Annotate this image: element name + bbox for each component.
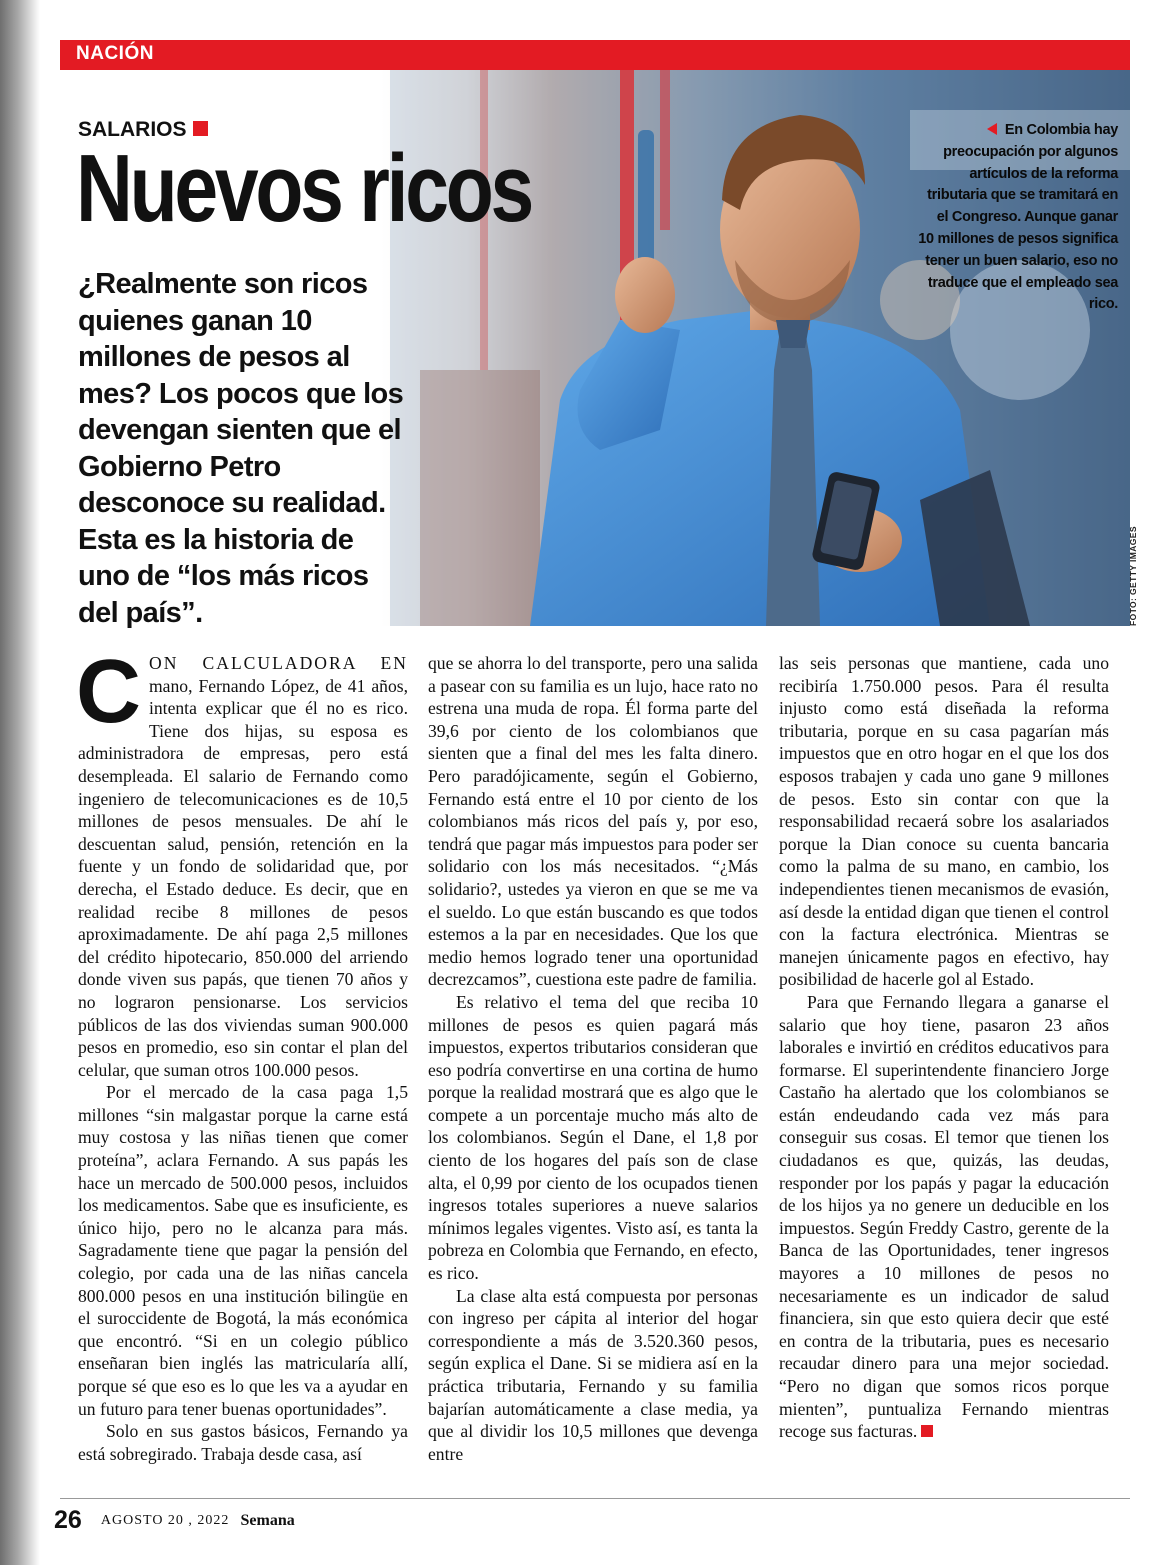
article-column-1 [76,642,408,1465]
end-mark-square [921,1425,933,1437]
article-paragraph: las seis personas que mantiene, cada uno recibiría 1.750.000 pesos. Para él resulta injusto como está diseñada la reforma tributaria, porque en su casa pagarían más impuestos que en otro hogar en el que los dos esposos trabajen y cada uno gane 9 millones de pesos. Esto sin contar con que la responsabilidad recaerá sobre los asalariados porque la Dian conoce su cuenta bancaria como la palma de su mano, en cambio, los independientes tienen mecanismos de evasión, así desde la entidad digan que tienen el control con la factura electrónica. Mientras se manejen únicamente pagos en efectivo, hay posibilidad de hacerle gol al Estado. [779,653,1109,990]
article-paragraph [76,642,408,1081]
kicker-red-square [193,121,208,136]
photo-credit: FOTO: GETTY IMAGES [1128,526,1138,626]
page-number: 26 [54,1506,82,1534]
deck-subheadline: ¿Realmente son ricos quienes ganan 10 millones de pesos al mes? Los pocos que los devengan sienten que el Gobierno Petro desconoce su realidad. Esta es la historia de uno de “los más ricos del país”. [78,268,404,629]
lead-in-caps: ON CALCULADORA EN [149,653,408,673]
issue-date: AGOSTO 20 , 2022 [100,1512,230,1528]
article-paragraph: La clase alta está compuesta por personas con ingreso per cápita al interior del hogar correspondiente a más de 3.520.360 pesos, según explica el Dane. Si se midiera así en la práctica tributaria, Fernando y su familia bajarían automáticamente a clase media, ya que al dividir los 10,5 millones que devenga entre [428,1285,758,1464]
headline: Nuevos ricos [76,135,532,242]
section-bar [60,40,1130,70]
photo-caption [918,120,1118,316]
article-paragraph: Por el mercado de la casa paga 1,5 millones “sin malgastar porque la carne está muy costosa y las niñas tienen que comer proteína”, aclara Fernando. A sus papás les hace un mercado de 500.000 pesos, incluidos los medicamentos. Sabe que es insuficiente, es único hijo, pero no le alcanza para más. Sagradamente tiene que pagar la pensión del colegio, por cada una de las niñas cancela 800.000 pesos en una institución bilingüe en el suroccidente de Bogotá, la más económica que encontró. “Si en un colegio público enseñaran bien inglés las matricularía allí, porque sé que eso es lo que les va a ayudar en un futuro para tener buenas oportunidades”. [78,1082,408,1419]
article-paragraph [779,991,1109,1443]
article-paragraph: Es relativo el tema del que reciba 10 millones de pesos es quien pagará más impuestos, expertos tributarios consideran que eso podría convertirse en una cortina de humo porque la realidad mostrará que es algo que le compete a un porcentaje mucho más alto de los colombianos. Según el Dane, el 1,8 por ciento de los hogares del país son de clase alta, el 0,99 por ciento de los ocupados tienen ingresos totales superiores a nueve salarios mínimos legales vigentes. Visto así, es tanta la pobreza en Colombia que Fernando, en efecto, es rico. [428,991,758,1284]
caption-arrow-icon [987,123,997,135]
article-paragraph: que se ahorra lo del transporte, pero una salida a pasear con su familia es un lujo, hace rato no estrena una muda de ropa. Él forma parte del 39,6 por ciento de los colombianos que sienten que a final del mes les falta dinero. Pero paradójicamente, según el Gobierno, Fernando está entre el 10 por ciento de los colombianos más ricos del país y, por eso, tendrá que pagar más impuestos para poder ser solidario con los más necesitados. “¿Más solidario?, ustedes ya vieron en que se me va el sueldo. Lo que están buscando es que todos estemos a la par en necesidades. Que los que medio hemos logrado tener una oportunidad decrezcamos”, cuestiona este padre de familia. [428,653,758,990]
footer-rule [60,1498,1130,1499]
page-footer [54,1506,295,1535]
page-fold-shadow [0,0,40,1565]
paragraph-text: mano, Fernando López, de 41 años, intenta explicar que él no es rico. Tiene dos hijas, su esposa es administradora de empresas, pero está desempleada. El salario de Fernando como ingeniero de telecomunicaciones es de 10,5 millones de pesos mensuales. De ahí le descuentan salud, pensión, retención en la fuente y un fondo de solidaridad que, por derecha, el Estado deduce. Es decir, que en realidad recibe 8 millones de pesos aproximadamente. De ahí paga 2,5 millones del crédito hipotecario, 850.000 del arriendo donde viven sus papás, que tienen 70 años y no lograron pensionarse. Los servicios públicos de las dos viviendas suman 900.000 pesos en promedio, eso sin contar el plan del celular, que suman otros 100.000 pesos. [78,675,408,1080]
article-column-3 [779,652,1109,1443]
paragraph-text: Para que Fernando llegara a ganarse el salario que hoy tiene, pasaron 23 años laborales e invirtió en créditos educativos para formarse. El superintendente financiero Jorge Castaño ha alertado que los colombianos se están endeudando cada vez más para conseguir sus cosas. El temor que tienen los ciudadanos es que, quizás, las deudas, responder por los papás y pagar la educación de los hijos ya no genere un deducible en los impuestos. Según Freddy Castro, gerente de la Banca de las Oportunidades, tener ingresos mayores a 10 millones de pesos no necesariamente es un indicador de salud financiera, sin que esto quiera decir que esté en contra de la tributaria, pues es necesario recaudar dinero para una mejor sociedad. “Pero no digan que somos ricos porque mienten”, puntualiza Fernando mientras recoge sus facturas. [779,991,1109,1442]
section-label: NACIÓN [76,43,154,64]
article-paragraph: Solo en sus gastos básicos, Fernando ya está sobregirado. Trabaja desde casa, así [78,1421,408,1464]
publication-name: Semana [240,1511,295,1529]
kicker-label: SALARIOS [78,118,187,141]
article-column-2 [428,652,758,1465]
photo-caption-text: En Colombia hay preocupación por algunos artículos de la reforma tributaria que se tramitará en el Congreso. Aunque ganar 10 millones de pesos significa tener un buen salario, eso no traduce que el empleado sea rico. [918,122,1118,313]
drop-cap: C [76,642,141,742]
